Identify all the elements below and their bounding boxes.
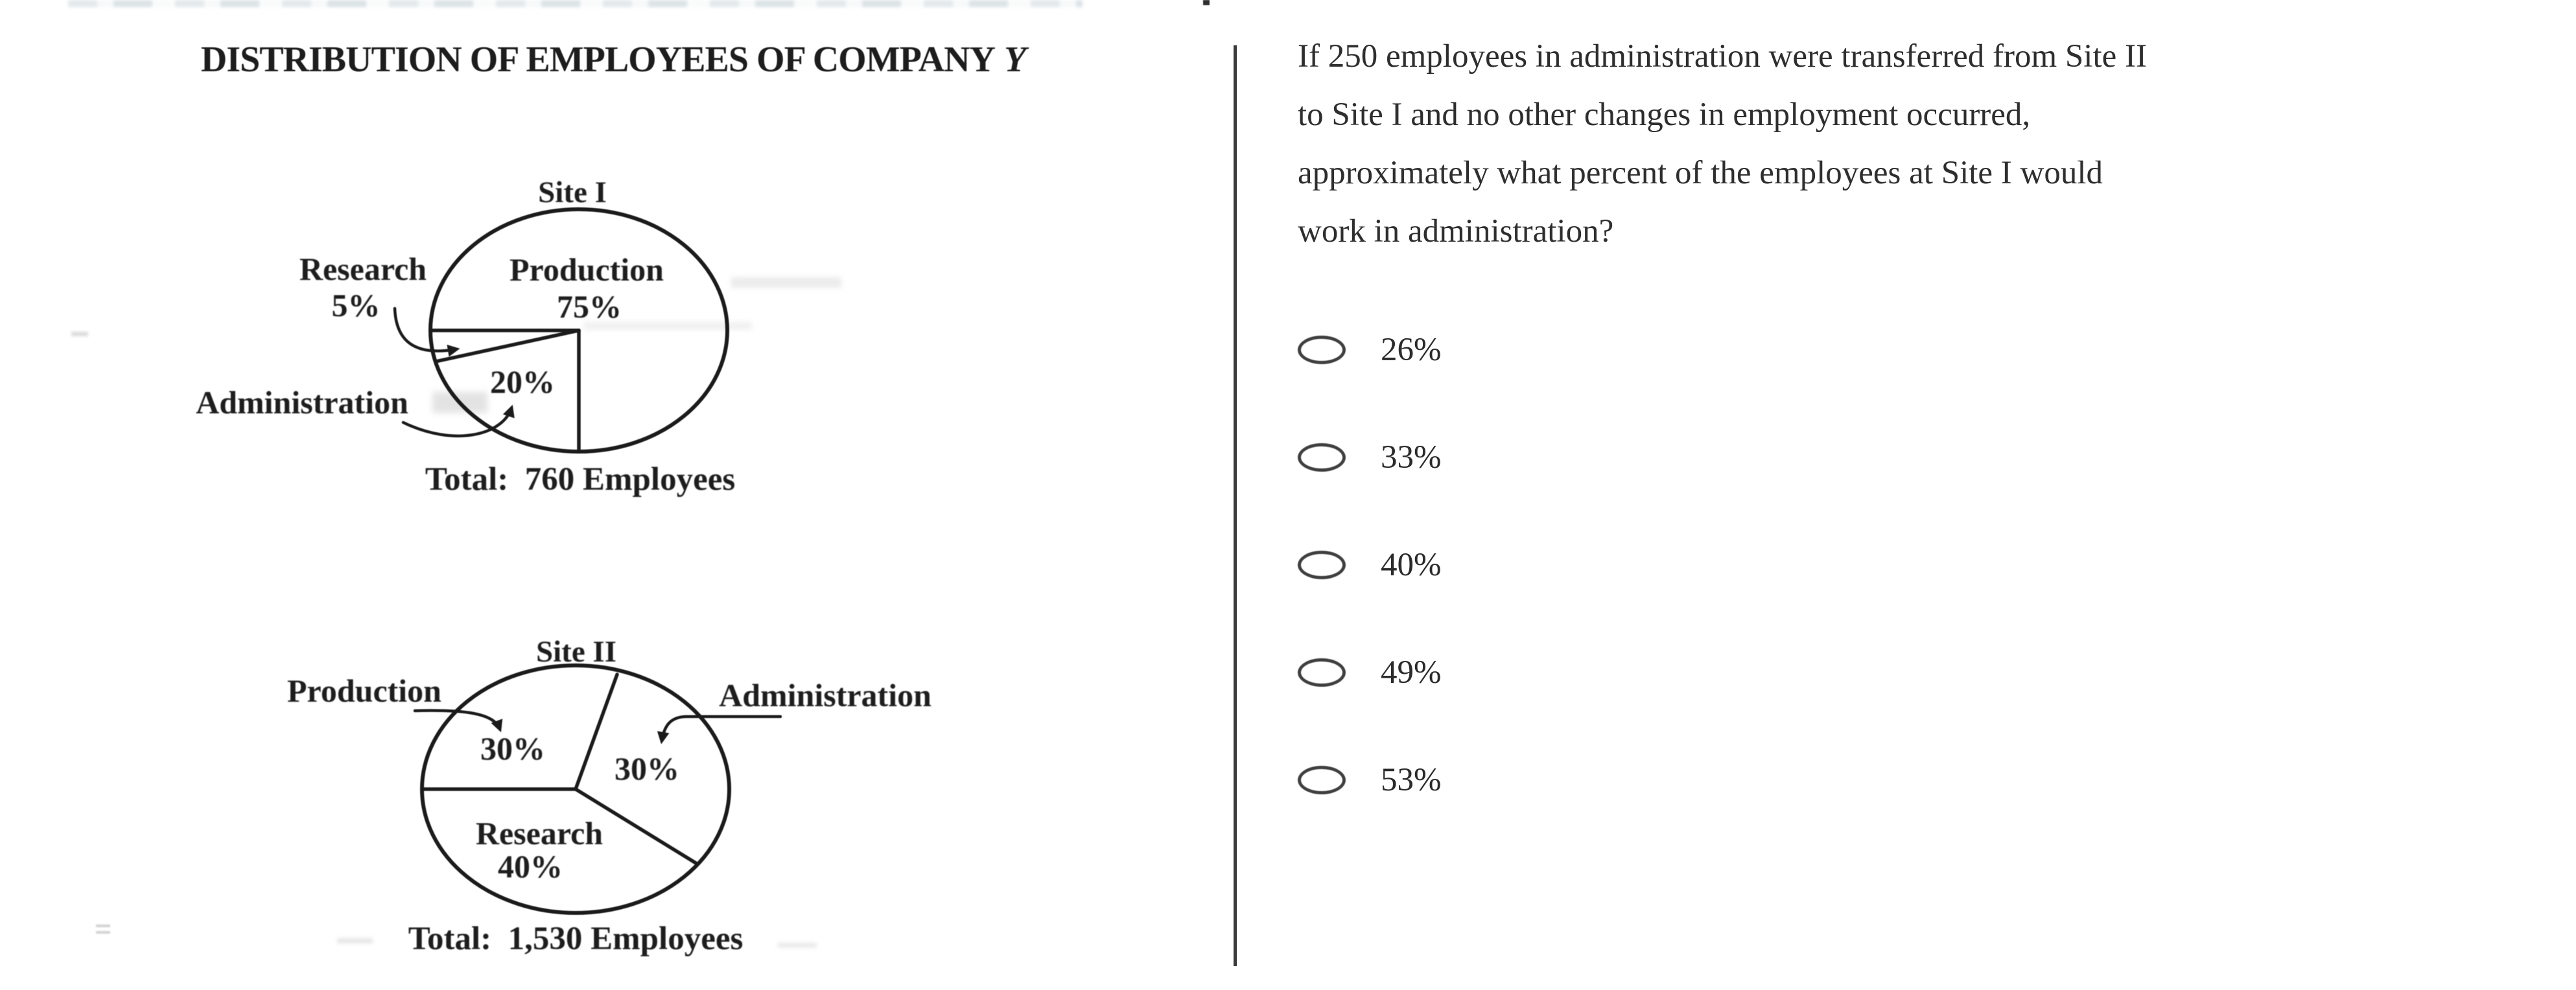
option-radio[interactable]	[1298, 766, 1346, 794]
site1-admin-pct: 20%	[490, 363, 555, 400]
panel-divider	[1234, 45, 1237, 966]
answer-option-row[interactable]	[1298, 330, 1441, 370]
option-radio[interactable]	[1298, 336, 1346, 364]
site1-production-label: Production	[509, 251, 664, 288]
option-label: 53%	[1381, 762, 1442, 798]
question-line: work in administration?	[1298, 213, 1614, 249]
site2-title: Site II	[535, 635, 617, 669]
site1-research-pct: 5%	[331, 287, 381, 323]
site2-admin-label: Administration	[719, 677, 931, 713]
site1-total: Total: 760 Employees	[425, 461, 736, 498]
answer-option-row[interactable]	[1298, 437, 1441, 478]
site1-admin-label: Administration	[196, 384, 408, 420]
option-label: 49%	[1381, 654, 1442, 691]
site2-slice-line-top	[576, 674, 617, 789]
question-line: If 250 employees in administration were transferred from Site II	[1298, 38, 2147, 75]
site2-total: Total: 1,530 Employees	[408, 921, 744, 957]
site1-title: Site I	[538, 176, 607, 209]
site2-production-pct: 30%	[480, 730, 545, 766]
answer-option-row[interactable]	[1298, 545, 1441, 585]
option-label: 26%	[1381, 332, 1442, 368]
site1-research-label: Research	[299, 251, 427, 287]
option-radio[interactable]	[1298, 551, 1346, 579]
site1-slice-line-research	[436, 330, 579, 362]
question-line: to Site I and no other changes in employment occurred,	[1298, 97, 2031, 133]
figure-panel	[0, 0, 1235, 990]
option-label: 33%	[1381, 439, 1442, 476]
question-line: approximately what percent of the employees at Site I would	[1298, 155, 2103, 191]
option-radio[interactable]	[1298, 658, 1346, 687]
figure-title-text: DISTRIBUTION OF EMPLOYEES OF COMPANY	[200, 40, 995, 80]
site2-research-pct: 40%	[498, 848, 563, 884]
figure-title-company-letter: Y	[1003, 40, 1026, 80]
site2-administration-arrow	[662, 717, 780, 741]
answer-option-row[interactable]	[1298, 652, 1441, 693]
option-radio[interactable]	[1298, 443, 1346, 472]
site1-production-pct: 75%	[557, 288, 622, 325]
answer-option-row[interactable]	[1298, 760, 1441, 800]
site2-admin-pct: 30%	[615, 750, 679, 787]
site2-research-label: Research	[475, 815, 603, 851]
option-label: 40%	[1381, 547, 1442, 583]
site2-production-arrow	[415, 711, 500, 729]
site2-production-label: Production	[287, 673, 441, 709]
